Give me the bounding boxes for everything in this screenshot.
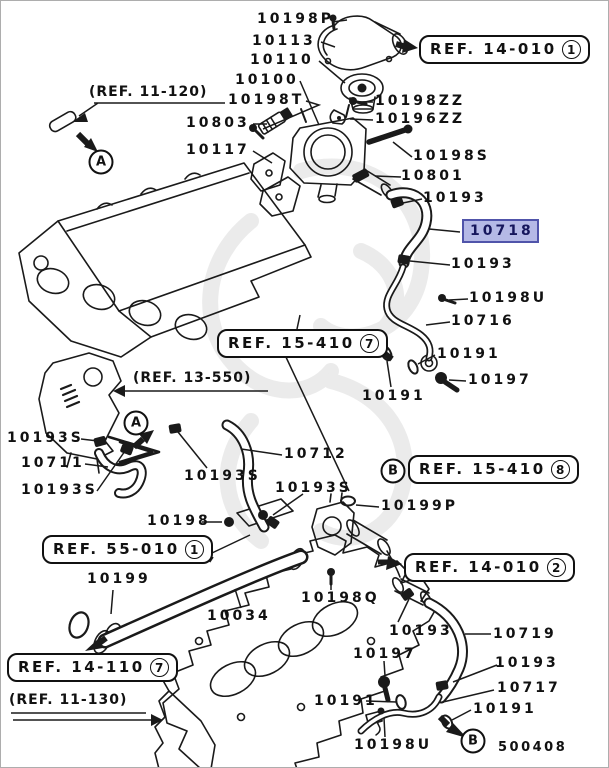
part-label-10711[interactable]: 10711 — [21, 455, 85, 471]
view-marker-marker-b-1: B — [381, 459, 406, 484]
ref-box-circled-number: 7 — [360, 334, 379, 353]
part-label-10199[interactable]: 10199 — [87, 571, 151, 587]
ref-box-ref-14-010-1[interactable] — [419, 35, 590, 64]
part-label-10198T[interactable]: 10198T — [228, 92, 305, 108]
ref-box-label: REF. 14-010 — [430, 40, 557, 58]
ref-box-circled-number: 1 — [562, 40, 581, 59]
part-label-10117[interactable]: 10117 — [186, 142, 250, 158]
ref-label-ref-13-550[interactable]: (REF. 13-550) — [133, 370, 252, 386]
part-label-10196ZZ[interactable]: 10196ZZ — [375, 111, 466, 127]
part-label-10193S-3[interactable]: 10193S — [184, 468, 261, 484]
part-label-10198U-2[interactable]: 10198U — [354, 737, 433, 753]
ref-box-ref-55-010-1[interactable] — [42, 535, 213, 564]
part-label-10199P[interactable]: 10199P — [381, 498, 458, 514]
part-label-10801[interactable]: 10801 — [401, 168, 465, 184]
part-label-10197-2[interactable]: 10197 — [353, 646, 417, 662]
part-label-10193-3[interactable]: 10193 — [389, 623, 453, 639]
ref-box-ref-14-110-7[interactable] — [7, 653, 178, 682]
part-label-10198[interactable]: 10198 — [147, 513, 211, 529]
part-label-10034[interactable]: 10034 — [207, 608, 271, 624]
part-label-10712[interactable]: 10712 — [284, 446, 348, 462]
ref-box-circled-number: 7 — [150, 658, 169, 677]
ref-label-ref-11-120[interactable]: (REF. 11-120) — [89, 84, 208, 100]
part-label-10193S-4[interactable]: 10193S — [275, 480, 352, 496]
ref-box-ref-14-010-2[interactable] — [404, 553, 575, 582]
diagram-code: 500408 — [498, 740, 568, 755]
part-label-10198P[interactable]: 10198P — [257, 11, 334, 27]
view-marker-marker-b-2: B — [461, 729, 486, 754]
ref-box-circled-number: 8 — [551, 460, 570, 479]
part-label-10719[interactable]: 10719 — [493, 626, 557, 642]
part-label-10718[interactable]: 10718 — [462, 219, 539, 243]
view-marker-marker-a-1: A — [89, 150, 114, 175]
ref-box-ref-15-410-8[interactable] — [408, 455, 579, 484]
ref-box-label: REF. 14-110 — [18, 658, 145, 676]
ref-box-circled-number: 2 — [547, 558, 566, 577]
part-label-10191-1[interactable]: 10191 — [437, 346, 501, 362]
part-label-10198S[interactable]: 10198S — [413, 148, 490, 164]
ref-box-label: REF. 14-010 — [415, 558, 542, 576]
part-label-10191-2[interactable]: 10191 — [362, 388, 426, 404]
part-label-10198ZZ[interactable]: 10198ZZ — [375, 93, 466, 109]
part-label-10191-4[interactable]: 10191 — [473, 701, 537, 717]
ref-box-label: REF. 55-010 — [53, 540, 180, 558]
part-label-10100[interactable]: 10100 — [235, 72, 299, 88]
view-marker-marker-a-2: A — [124, 411, 149, 436]
part-label-10198U-1[interactable]: 10198U — [469, 290, 548, 306]
part-label-10716[interactable]: 10716 — [451, 313, 515, 329]
part-label-10193-1[interactable]: 10193 — [423, 190, 487, 206]
part-label-10191-3[interactable]: 10191 — [314, 693, 378, 709]
part-label-10110[interactable]: 10110 — [250, 52, 314, 68]
part-label-10113[interactable]: 10113 — [252, 33, 316, 49]
part-label-10717[interactable]: 10717 — [497, 680, 561, 696]
part-label-10198Q[interactable]: 10198Q — [301, 590, 380, 606]
part-label-10193S-1[interactable]: 10193S — [7, 430, 84, 446]
ref-box-label: REF. 15-410 — [419, 460, 546, 478]
part-label-10803[interactable]: 10803 — [186, 115, 250, 131]
ref-box-ref-15-410-7[interactable] — [217, 329, 388, 358]
part-label-10197-1[interactable]: 10197 — [468, 372, 532, 388]
part-label-10193S-2[interactable]: 10193S — [21, 482, 98, 498]
part-label-10193-2[interactable]: 10193 — [451, 256, 515, 272]
part-label-10193-4[interactable]: 10193 — [495, 655, 559, 671]
ref-label-ref-11-130[interactable]: (REF. 11-130) — [9, 692, 128, 708]
ref-box-label: REF. 15-410 — [228, 334, 355, 352]
ref-box-circled-number: 1 — [185, 540, 204, 559]
